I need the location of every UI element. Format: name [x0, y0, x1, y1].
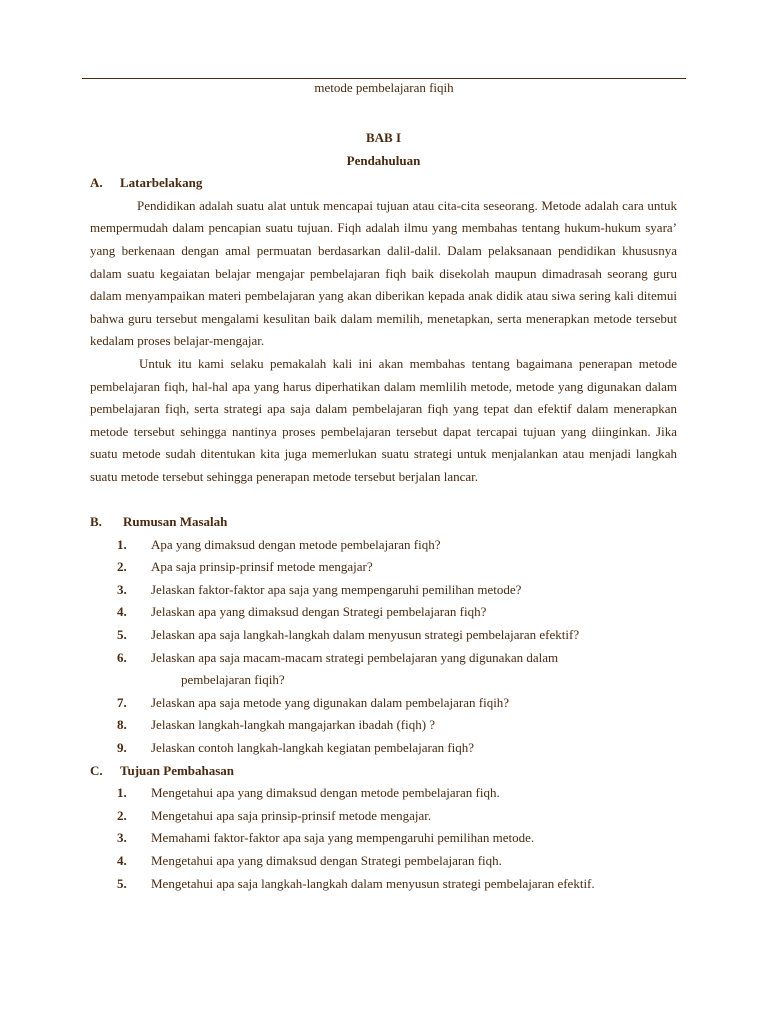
list-item-continuation: pembelajaran fiqih? — [181, 672, 285, 688]
list-item-number: 9. — [117, 740, 127, 756]
list-item — [90, 873, 677, 896]
list-item-text: Apa saja prinsip-prinsif metode mengajar? — [151, 559, 373, 575]
running-header: metode pembelajaran fiqih — [314, 80, 454, 95]
list-item-number: 4. — [117, 604, 127, 620]
section-b-title: Rumusan Masalah — [123, 514, 228, 530]
list-item-text: Jelaskan apa saja langkah-langkah dalam menyusun strategi pembelajaran efektif? — [151, 627, 580, 643]
list-item-text: Mengetahui apa saja prinsip-prinsif metode mengajar. — [151, 807, 432, 823]
problem-list — [90, 534, 677, 760]
list-item-number: 3. — [117, 581, 127, 597]
list-item-number: 5. — [117, 875, 127, 891]
list-item-text: Mengetahui apa yang dimaksud dengan metode pembelajaran fiqh. — [151, 785, 500, 801]
paragraph-2: Untuk itu kami selaku pemakalah kali ini akan membahas tentang bagaimana penerapan metode pembelajaran fiqh, hal-hal apa yang harus diperhatikan dalam memlilih metode, metode yang digunakan dalam pembelajaran fiqh, serta strategi apa saja dalam pembelajaran fiqh yang tepat dan efektif dalam menerapkan metode tersebut sehingga nantinya proses pembelajaran tersebut dapat tercapai tujuan yang diinginkan. Jika suatu metode sudah ditentukan kita juga memerlukan suatu strategi untuk menjalankan atau menjadi langkah suatu metode tersebut sehingga penerapan metode tersebut berjalan lancar. — [90, 355, 677, 484]
list-item — [90, 647, 677, 692]
list-item — [90, 805, 677, 828]
spacer — [90, 489, 677, 512]
paragraph-1: Pendidikan adalah suatu alat untuk mencapai tujuan atau cita-cita seseorang. Metode adalah cara untuk mempermudah dalam pencapian suatu tujuan. Fiqh adalah ilmu yang membahas tentang hukum-hukum syara’ yang berkenaan dengan amal permuatan berdasarkan dalil-dalil. Dalam pelaksanaan pendidikan khususnya dalam suatu kegaiatan belajar mengajar pembelajaran fiqh baik disekolah maupun dimadrasah seorang guru dalam menyampaikan materi pembelajaran yang akan diberikan kepada anak didik atau siwa sering kali ditemui bahwa guru tersebut mengalami kesulitan baik dalam memilih, menetapkan, serta menerapkan metode tersebut kedalam proses belajar-mengajar. — [90, 197, 677, 349]
list-item-number: 2. — [117, 559, 127, 575]
section-c-heading — [90, 760, 677, 783]
header-rule — [82, 78, 686, 79]
chapter-title: Pendahuluan — [346, 152, 421, 168]
list-item — [90, 827, 677, 850]
list-item-text: Mengetahui apa saja langkah-langkah dalam menyusun strategi pembelajaran efektif. — [151, 875, 595, 891]
list-item-number: 6. — [117, 649, 127, 665]
list-item — [90, 624, 677, 647]
list-item-text: Jelaskan contoh langkah-langkah kegiatan pembelajaran fiqh? — [151, 740, 475, 756]
list-item-text: Jelaskan faktor-faktor apa saja yang mempengaruhi pemilihan metode? — [151, 581, 522, 597]
list-item — [90, 556, 677, 579]
section-c-title: Tujuan Pembahasan — [120, 762, 235, 778]
list-item-text: Jelaskan apa yang dimaksud dengan Strategi pembelajaran fiqh? — [151, 604, 487, 620]
list-item-number: 7. — [117, 694, 127, 710]
list-item — [90, 534, 677, 557]
list-item-text: Mengetahui apa yang dimaksud dengan Strategi pembelajaran fiqh. — [151, 853, 502, 868]
section-c-letter: C. — [90, 762, 103, 778]
list-item — [90, 714, 677, 737]
list-item-text: Jelaskan apa saja metode yang digunakan dalam pembelajaran fiqih? — [151, 694, 510, 710]
list-item-number: 8. — [117, 717, 127, 733]
list-item — [90, 692, 677, 715]
list-item — [90, 850, 677, 873]
list-item — [90, 782, 677, 805]
list-item-number: 2. — [117, 807, 127, 823]
list-item-text: Apa yang dimaksud dengan metode pembelajaran fiqh? — [151, 536, 441, 552]
objective-list — [90, 782, 677, 895]
list-item-number: 4. — [117, 853, 127, 868]
list-item — [90, 601, 677, 624]
chapter-label: BAB I — [365, 130, 402, 145]
list-item-number: 5. — [117, 627, 127, 643]
list-item-number: 3. — [117, 830, 127, 846]
list-item — [90, 579, 677, 602]
list-item — [90, 737, 677, 760]
list-item-number: 1. — [117, 785, 127, 801]
list-item-text: Jelaskan apa saja macam-macam strategi pembelajaran yang digunakan dalam — [151, 649, 559, 665]
section-b-letter: B. — [90, 514, 102, 530]
section-a-heading — [90, 172, 677, 195]
list-item-text: Memahami faktor-faktor apa saja yang mempengaruhi pemilihan metode. — [151, 830, 535, 846]
list-item-number: 1. — [117, 536, 127, 552]
document-body — [90, 127, 677, 895]
section-a-letter: A. — [90, 175, 103, 191]
list-item-text: Jelaskan langkah-langkah mangajarkan ibadah (fiqh) ? — [151, 717, 436, 733]
section-b-heading — [90, 511, 677, 534]
section-a-title: Latarbelakang — [120, 175, 203, 191]
